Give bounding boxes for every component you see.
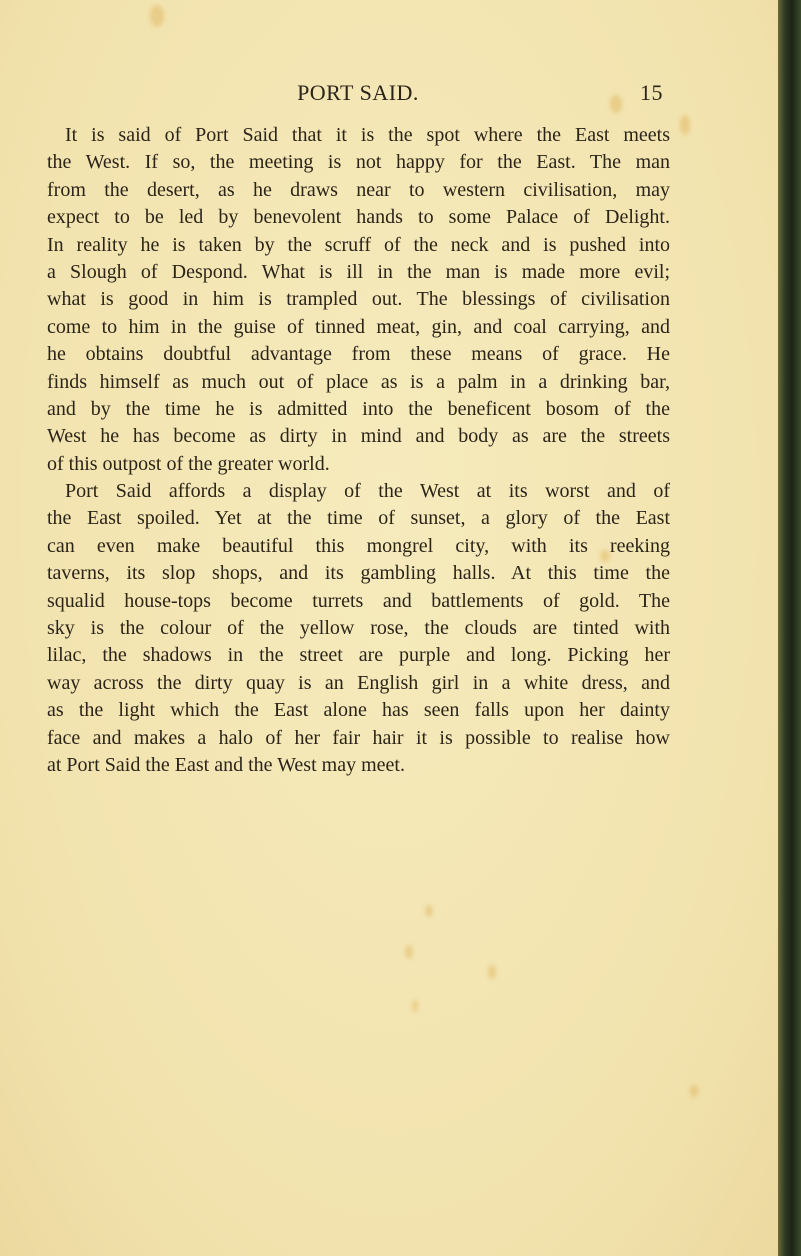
foxing-stain: [405, 945, 413, 959]
text-line: the West. If so, the meeting is not happy for the East. The man: [47, 151, 670, 174]
text-line: It is said of Port Said that it is the spot where the East meets: [65, 124, 670, 146]
text-line: lilac, the shadows in the street are purple and long. Picking her: [47, 644, 670, 667]
text-line: Port Said affords a display of the West at its worst and of: [65, 480, 670, 503]
text-line: the East spoiled. Yet at the time of sunset, a glory of the East: [47, 507, 670, 530]
text-line: West he has become as dirty in mind and body as are the streets: [47, 425, 670, 448]
text-line: can even make beautiful this mongrel city, with its reeking: [47, 534, 670, 557]
text-line: finds himself as much out of place as is a palm in a drinking bar,: [47, 370, 670, 393]
text-line: In reality he is taken by the scruff of the neck and is pushed into: [47, 233, 670, 256]
text-line: from the desert, as he draws near to western civilisation, may: [47, 178, 670, 201]
page-number: 15: [640, 80, 663, 105]
text-line: at Port Said the East and the West may meet.: [47, 753, 405, 776]
text-line: squalid house-tops become turrets and battlements of gold. The: [47, 589, 670, 612]
text-line: what is good in him is trampled out. The blessings of civilisation: [47, 288, 670, 311]
text-line: of this outpost of the greater world.: [47, 452, 330, 475]
foxing-stain: [425, 905, 433, 917]
text-line: come to him in the guise of tinned meat, gin, and coal carrying, and: [47, 315, 670, 338]
text-line: sky is the colour of the yellow rose, the clouds are tinted with: [47, 617, 670, 640]
text-line: taverns, its slop shops, and its gambling halls. At this time the: [47, 562, 670, 585]
foxing-stain: [690, 1085, 698, 1097]
text-line: and by the time he is admitted into the beneficent bosom of the: [47, 397, 670, 420]
book-spine-edge: [778, 0, 801, 1256]
foxing-stain: [610, 95, 622, 113]
foxing-stain: [150, 5, 164, 27]
body-text: [47, 122, 670, 779]
text-line: a Slough of Despond. What is ill in the man is made more evil;: [47, 260, 670, 283]
text-line: expect to be led by benevolent hands to some Palace of Delight.: [47, 206, 670, 229]
foxing-stain: [680, 115, 690, 135]
foxing-stain: [488, 965, 496, 979]
text-line: as the light which the East alone has seen falls upon her dainty: [47, 699, 670, 722]
text-line: he obtains doubtful advantage from these means of grace. He: [47, 343, 670, 366]
foxing-stain: [412, 1000, 418, 1012]
running-title: PORT SAID.: [297, 80, 419, 105]
text-line: way across the dirty quay is an English girl in a white dress, and: [47, 671, 670, 694]
text-line: face and makes a halo of her fair hair it is possible to realise how: [47, 726, 670, 749]
